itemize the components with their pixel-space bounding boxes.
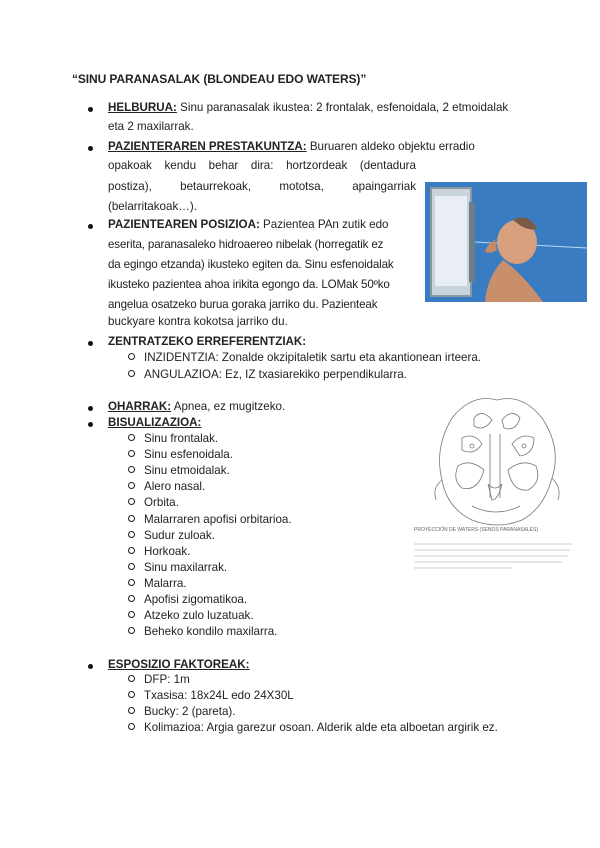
circle-bullet-icon (128, 563, 135, 570)
circle-bullet-icon (128, 547, 135, 554)
list-item: Beheko kondilo maxilarra. (128, 624, 277, 640)
circle-bullet-icon (128, 531, 135, 538)
circle-bullet-icon (128, 595, 135, 602)
list-item: Sinu etmoidalak. (128, 463, 230, 479)
list-item: Malarra. (128, 576, 187, 592)
zentratzeko-label: ZENTRATZEKO ERREFERENTZIAK: (108, 335, 307, 348)
list-item: Txasisa: 18x24L edo 24X30L (128, 688, 294, 704)
list-item: ANGULAZIOA: Ez, IZ txasiarekiko perpendikularra. (128, 367, 407, 383)
circle-bullet-icon (128, 450, 135, 457)
list-item: Sinu maxilarrak. (128, 560, 227, 576)
circle-bullet-icon (128, 627, 135, 634)
list-item: Orbita. (128, 495, 179, 511)
list-item: Sudur zuloak. (128, 528, 215, 544)
patient-position-photo (425, 182, 587, 302)
circle-bullet-icon (128, 466, 135, 473)
helburua-text: Sinu paranasalak ikustea: 2 frontalak, esfenoidala, 2 etmoidalak (176, 101, 509, 114)
prestakuntza-heading (108, 137, 528, 156)
circle-bullet-icon (128, 611, 135, 618)
list-item: Alero nasal. (128, 479, 205, 495)
list-item: Atzeko zulo luzatuak. (128, 608, 254, 624)
circle-bullet-icon (128, 579, 135, 586)
bullet (88, 341, 93, 346)
bullet (88, 146, 93, 151)
bullet (88, 422, 93, 427)
prestakuntza-line: opakoak kendu behar dira: hortzordeak (dentadura (108, 159, 416, 172)
posizioa-heading (108, 215, 416, 234)
helburua-text-2: eta 2 maxilarrak. (108, 120, 194, 133)
prestakuntza-text: Buruaren aldeko objektu erradio (306, 140, 475, 153)
circle-bullet-icon (128, 498, 135, 505)
faktoreak-label: ESPOSIZIO FAKTOREAK: (108, 658, 250, 671)
bullet (88, 406, 93, 411)
helburua-label: HELBURUA: (108, 101, 177, 114)
circle-bullet-icon (128, 707, 135, 714)
list-item: DFP: 1m (128, 672, 190, 688)
posizioa-label: PAZIENTEAREN POSIZIOA: (108, 218, 260, 231)
oharrak-label: OHARRAK: (108, 400, 172, 413)
circle-bullet-icon (128, 675, 135, 682)
posizioa-line: eserita, paranasaleko hidroaereo nibelak (horregatik ez (108, 238, 384, 251)
prestakuntza-label: PAZIENTERAREN PRESTAKUNTZA: (108, 140, 307, 153)
circle-bullet-icon (128, 482, 135, 489)
posizioa-line: buckyare kontra kokotsa jarriko du. (108, 315, 288, 328)
list-item: Apofisi zigomatikoa. (128, 592, 247, 608)
bullet (88, 224, 93, 229)
bisualizazioa-heading (108, 413, 201, 432)
list-item: Malarraren apofisi orbitarioa. (128, 512, 292, 528)
list-item: Sinu frontalak. (128, 431, 218, 447)
list-item: Bucky: 2 (pareta). (128, 704, 236, 720)
page-title: “SINU PARANASALAK (BLONDEAU EDO WATERS)” (72, 72, 367, 86)
posizioa-text: Pazientea PAn zutik edo (259, 218, 389, 231)
circle-bullet-icon (128, 515, 135, 522)
circle-bullet-icon (128, 434, 135, 441)
prestakuntza-line: postiza), betaurrekoak, mototsa, apaingarriak (108, 180, 416, 193)
zentratzeko-heading (108, 332, 306, 351)
paranasal-sinus-diagram (412, 388, 582, 578)
bullet (88, 664, 93, 669)
list-item: Horkoak. (128, 544, 190, 560)
prestakuntza-line: (belarritakoak…). (108, 200, 197, 213)
bullet (88, 107, 93, 112)
circle-bullet-icon (128, 370, 135, 377)
list-item: INZIDENTZIA: Zonalde okzipitaletik sartu eta akantionean irteera. (128, 350, 481, 366)
posizioa-line: da egingo etzanda) ikusteko egiten da. Sinu esfenoidalak (108, 258, 394, 271)
posizioa-line: angelua osatzeko burua goraka jarriko du. Pazienteak (108, 298, 378, 311)
oharrak-text: Apnea, ez mugitzeko. (171, 400, 286, 413)
posizioa-line: ikusteko pazientea ahoa irikita egongo da. LOMak 50ºko (108, 278, 390, 291)
circle-bullet-icon (128, 723, 135, 730)
circle-bullet-icon (128, 353, 135, 360)
bisualizazioa-label: BISUALIZAZIOA: (108, 416, 202, 429)
circle-bullet-icon (128, 691, 135, 698)
svg-text:PROYECCIÓN DE WATERS (SENOS PA: PROYECCIÓN DE WATERS (SENOS PARANASALES) (414, 527, 539, 533)
helburua-paragraph (108, 98, 528, 136)
list-item: Kolimazioa: Argia garezur osoan. Alderik alde eta alboetan argirik ez. (128, 720, 498, 736)
list-item: Sinu esfenoidala. (128, 447, 233, 463)
